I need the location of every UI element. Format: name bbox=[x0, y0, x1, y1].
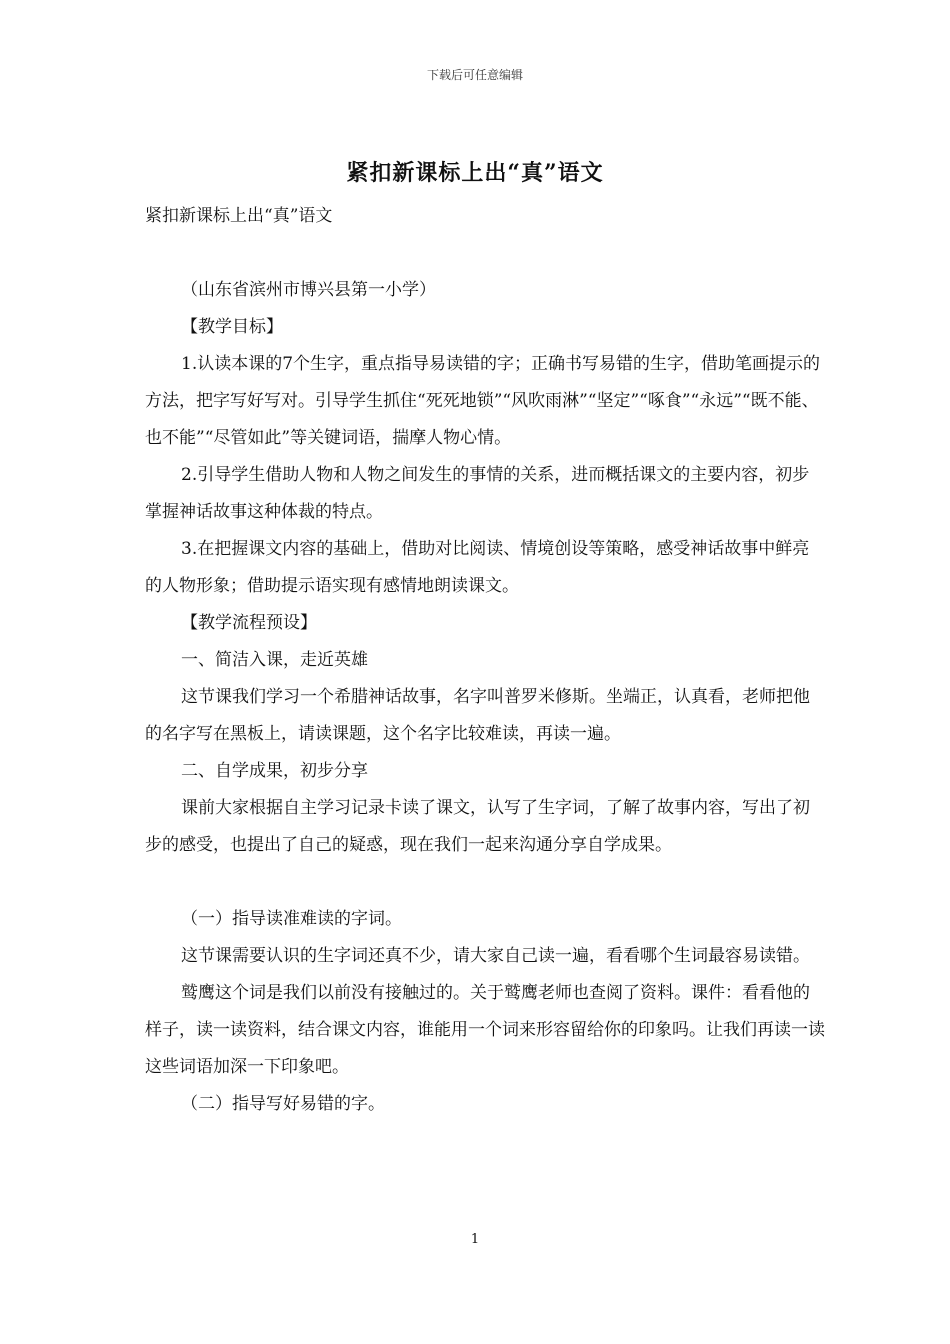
goal-2: 2.引导学生借助人物和人物之间发生的事情的关系，进而概括课文的主要内容，初步掌握神话故事这种体裁的特点。 bbox=[145, 465, 810, 522]
step-2-heading: 二、自学成果，初步分享 bbox=[181, 761, 368, 781]
document-title: 紧扣新课标上出“真”语文 bbox=[346, 160, 604, 186]
section-heading-process: 【教学流程预设】 bbox=[181, 613, 317, 633]
goal-3: 3.在把握课文内容的基础上，借助对比阅读、情境创设等策略，感受神话故事中鲜亮的人物形象；借助提示语实现有感情地朗读课文。 bbox=[145, 539, 810, 596]
goal-1: 1.认读本课的7个生字，重点指导易读错的字；正确书写易错的生字，借助笔画提示的方法，把字写好写对。引导学生抓住“死死地锁”“风吹雨淋”“坚定”“啄食”“永远”“既不能、也不能”“尽管如此”等关键词语，揣摩人物心情。 bbox=[145, 354, 821, 448]
document-body bbox=[145, 198, 825, 1123]
step-1-heading: 一、简洁入课，走近英雄 bbox=[181, 650, 368, 670]
step-2-text: 课前大家根据自主学习记录卡读了课文，认写了生字词，了解了故事内容，写出了初步的感受，也提出了自己的疑惑，现在我们一起来沟通分享自学成果。 bbox=[145, 798, 810, 855]
author-affiliation: （山东省滨州市博兴县第一小学） bbox=[181, 280, 436, 300]
substep-1-text: 这节课需要认识的生字词还真不少，请大家自己读一遍，看看哪个生词最容易读错。 bbox=[181, 946, 810, 966]
substep-1-heading: （一）指导读准难读的字词。 bbox=[181, 909, 402, 929]
page-header: 下载后可任意编辑 bbox=[426, 68, 523, 82]
section-heading-goals: 【教学目标】 bbox=[181, 317, 283, 337]
substep-1-text-2: 鹫鹰这个词是我们以前没有接触过的。关于鹫鹰老师也查阅了资料。课件：看看他的样子，读一读资料，结合课文内容，谁能用一个词来形容留给你的印象吗。让我们再读一读这些词语加深一下印象吧。 bbox=[145, 983, 825, 1077]
subtitle: 紧扣新课标上出“真”语文 bbox=[145, 206, 333, 226]
substep-2-heading: （二）指导写好易错的字。 bbox=[181, 1094, 385, 1114]
step-1-text: 这节课我们学习一个希腊神话故事，名字叫普罗米修斯。坐端正，认真看，老师把他的名字写在黑板上，请读课题，这个名字比较难读，再读一遍。 bbox=[145, 687, 810, 744]
page-number: 1 bbox=[470, 1232, 480, 1247]
